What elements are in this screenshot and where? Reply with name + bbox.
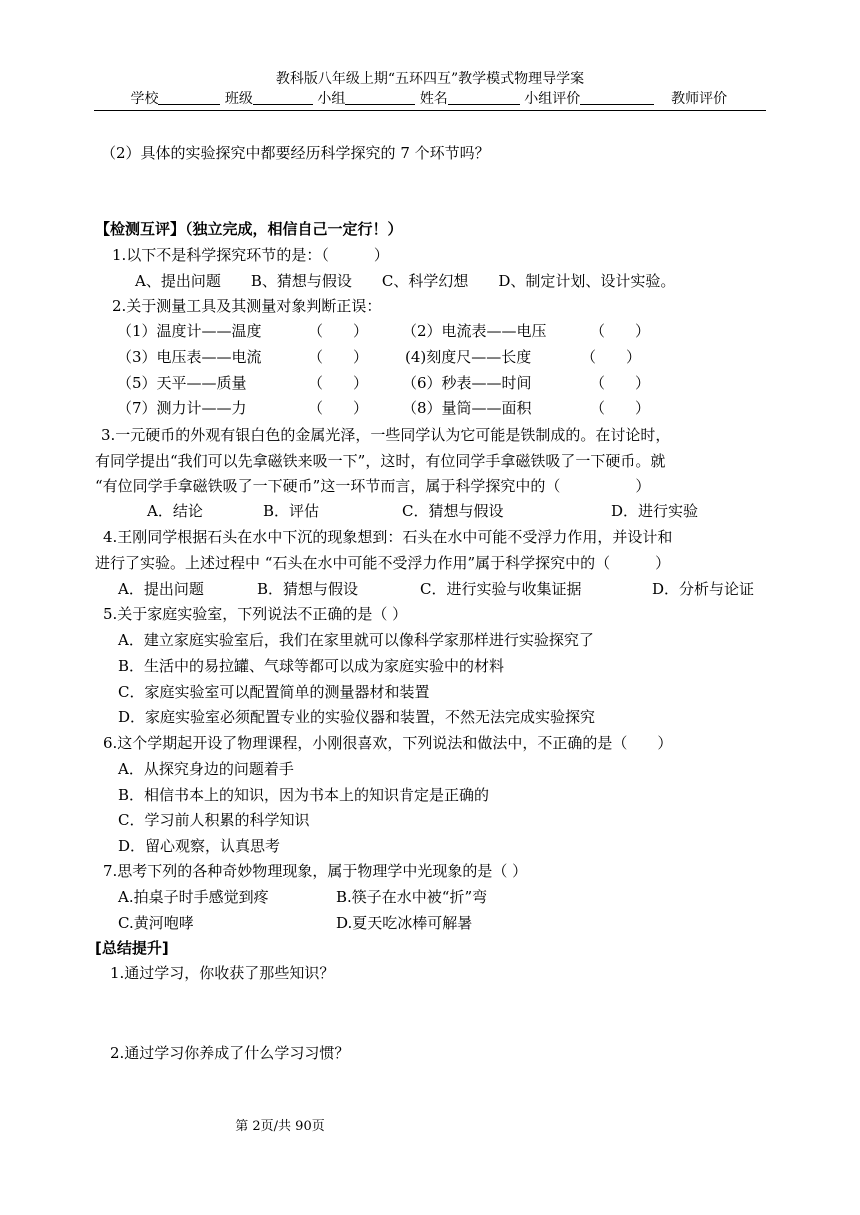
q5-option: B．生活中的易拉罐、气球等都可以成为家庭实验中的材料 <box>118 657 505 675</box>
header-fields <box>94 90 766 110</box>
q2-item-blank[interactable]: （ ） <box>308 399 369 417</box>
q1-stem: 1.以下不是科学探究环节的是：（ ） <box>112 246 389 264</box>
q6-stem: 6.这个学期起开设了物理课程，小刚很喜欢，下列说法和做法中，不正确的是（ ） <box>103 734 673 752</box>
q5-option: A．建立家庭实验室后，我们在家里就可以像科学家那样进行实验探究了 <box>118 631 594 649</box>
q4-line: 4.王刚同学根据石头在水中下沉的现象想到：石头在水中可能不受浮力作用，并设计和 <box>103 528 673 546</box>
class-label: 班级 <box>224 91 253 107</box>
header-title: 教科版八年级上期“五环四互”教学模式物理导学案 <box>275 71 585 87</box>
group-eval-label: 小组评价 <box>524 91 581 107</box>
q4-option: A．提出问题 <box>118 580 204 598</box>
q2-item-text: （1）温度计——温度 <box>117 322 262 340</box>
q3-option: C．猜想与假设 <box>402 502 504 520</box>
q2-item-text: （5）天平——质量 <box>117 374 247 392</box>
group-eval-blank[interactable] <box>580 90 654 105</box>
q5-option: C．家庭实验室可以配置简单的测量器材和装置 <box>118 683 430 701</box>
q2-item-blank[interactable]: （ ） <box>308 322 369 340</box>
q4-option: D．分析与论证 <box>652 580 755 598</box>
q6-option: A．从探究身边的问题着手 <box>118 760 294 778</box>
section-summary-heading: [总结提升] <box>95 939 169 957</box>
q3-line: 3.一元硬币的外观有银白色的金属光泽，一些同学认为它可能是铁制成的。在讨论时， <box>101 426 671 444</box>
summary-q2: 2.通过学习你养成了什么学习习惯？ <box>110 1044 350 1062</box>
q2-item-blank[interactable]: （ ） <box>308 348 369 366</box>
q6-option: C．学习前人积累的科学知识 <box>118 811 310 829</box>
q7-option: D.夏天吃冰棒可解暑 <box>336 914 473 932</box>
q2-item-text: (4)刻度尺——长度 <box>405 348 532 366</box>
q7-option: A.拍桌子时手感觉到疼 <box>118 888 269 906</box>
q5-option: D．家庭实验室必须配置专业的实验仪器和装置，不然无法完成实验探究 <box>118 708 596 726</box>
q4-option: C．进行实验与收集证据 <box>420 580 582 598</box>
q7-option: B.筷子在水中被“折”弯 <box>336 888 488 906</box>
teacher-eval-label: 教师评价 <box>671 91 728 107</box>
summary-q1: 1.通过学习，你收获了那些知识？ <box>110 964 335 982</box>
q2-item-text: （6）秒表——时间 <box>402 374 532 392</box>
q3-option: A．结论 <box>147 502 203 520</box>
q3-line: “有位同学手拿磁铁吸了一下硬币”这一环节而言，属于科学探究中的（ ） <box>95 477 651 495</box>
q2-item-blank[interactable]: （ ） <box>590 399 651 417</box>
q6-option: D．留心观察，认真思考 <box>118 837 281 855</box>
q2-stem: 2.关于测量工具及其测量对象判断正误： <box>112 297 382 315</box>
q7-stem: 7.思考下列的各种奇妙物理现象，属于物理学中光现象的是（ ） <box>103 862 528 880</box>
q6-option: B．相信书本上的知识，因为书本上的知识肯定是正确的 <box>118 786 490 804</box>
intro-question: （2）具体的实验探究中都要经历科学探究的 7 个环节吗？ <box>101 144 490 162</box>
q2-item-blank[interactable]: （ ） <box>590 322 651 340</box>
group-blank[interactable] <box>345 90 415 105</box>
school-label: 学校 <box>130 91 159 107</box>
page-footer: 第 2页/共 90页 <box>235 1119 325 1134</box>
q2-item-blank[interactable]: （ ） <box>581 348 642 366</box>
q2-item-blank[interactable]: （ ） <box>590 374 651 392</box>
section-test-heading: 【检测互评】（独立完成，相信自己一定行！） <box>95 220 403 238</box>
q3-option: B．评估 <box>263 502 320 520</box>
q2-item-text: （7）测力计——力 <box>117 399 247 417</box>
q7-option: C.黄河咆哮 <box>118 914 194 932</box>
q5-stem: 5.关于家庭实验室，下列说法不正确的是（ ） <box>103 605 408 623</box>
q2-item-blank[interactable]: （ ） <box>308 374 369 392</box>
q3-option: D．进行实验 <box>611 502 699 520</box>
q1-options: A、提出问题 B、猜想与假设 C、科学幻想 D、制定计划、设计实验。 <box>135 272 676 290</box>
header-divider <box>94 110 766 111</box>
school-blank[interactable] <box>158 90 220 105</box>
name-label: 姓名 <box>419 91 448 107</box>
group-label: 小组 <box>317 91 346 107</box>
q4-line: 进行了实验。上述过程中 “石头在水中可能不受浮力作用”属于科学探究中的（ ） <box>95 554 671 572</box>
name-blank[interactable] <box>448 90 520 105</box>
q3-line: 有同学提出“我们可以先拿磁铁来吸一下”，这时，有位同学手拿磁铁吸了一下硬币。就 <box>95 452 666 470</box>
class-blank[interactable] <box>253 90 313 105</box>
q2-item-text: （8）量筒——面积 <box>402 399 532 417</box>
q2-item-text: （2）电流表——电压 <box>402 322 547 340</box>
q4-option: B．猜想与假设 <box>257 580 359 598</box>
q2-item-text: （3）电压表——电流 <box>117 348 262 366</box>
